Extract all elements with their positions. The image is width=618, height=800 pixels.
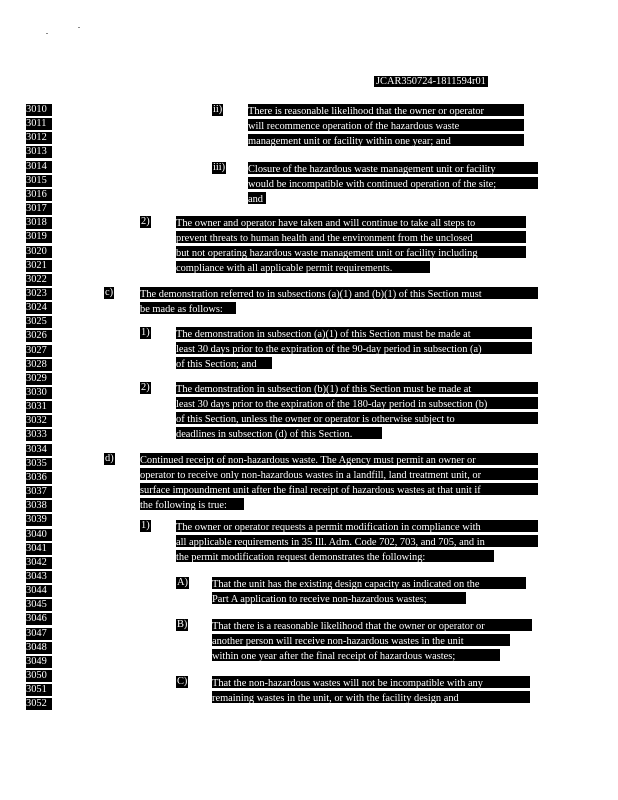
para-label: iii) [213, 162, 226, 173]
line-number: 3030 [26, 387, 52, 399]
paragraph-line: That there is a reasonable likelihood that the owner or operator or [212, 619, 532, 631]
paragraph-line: surface impoundment unit after the final receipt of hazardous wastes at that unit if [140, 483, 538, 495]
paragraph-c [140, 287, 538, 317]
paragraph-line: The owner or operator requests a permit modification in compliance with [176, 520, 538, 532]
paragraph-line: compliance with all applicable permit requirements. [176, 261, 430, 273]
line-number: 3049 [26, 656, 52, 668]
paragraph-iii [248, 162, 538, 207]
line-number: 3047 [26, 628, 52, 640]
line-number: 3029 [26, 373, 52, 385]
line-number: 3042 [26, 557, 52, 569]
line-number: 3016 [26, 189, 52, 201]
paragraph-line: deadlines in subsection (d) of this Section. [176, 427, 382, 439]
para-label: ii) [213, 104, 223, 115]
line-number: 3019 [26, 231, 52, 243]
paragraph-line: least 30 days prior to the expiration of the 90-day period in subsection (a) [176, 342, 532, 354]
line-number: 3046 [26, 613, 52, 625]
paragraph-line: be made as follows: [140, 302, 236, 314]
line-number: 3036 [26, 472, 52, 484]
paragraph-line: That the non-hazardous wastes will not be incompatible with any [212, 676, 530, 688]
line-number: 3012 [26, 132, 52, 144]
para-label: 1) [141, 520, 150, 531]
line-number: 3041 [26, 543, 52, 555]
paragraph-line: management unit or facility within one year; and [248, 134, 524, 146]
paragraph-line: The demonstration referred to in subsections (a)(1) and (b)(1) of this Section must [140, 287, 538, 299]
paragraph-line: remaining wastes in the unit, or with the facility design and [212, 691, 530, 703]
document-id: JCAR350724-1811594r01 [376, 76, 486, 87]
line-number: 3033 [26, 429, 52, 441]
paragraph-line: will recommence operation of the hazardous waste [248, 119, 524, 131]
line-number: 3040 [26, 529, 52, 541]
scan-speck [78, 27, 80, 28]
line-number: 3035 [26, 458, 52, 470]
line-number: 3052 [26, 698, 52, 710]
paragraph-line: Part A application to receive non-hazardous wastes; [212, 592, 466, 604]
paragraph-c-2 [176, 382, 538, 442]
line-number: 3038 [26, 500, 52, 512]
line-number: 3020 [26, 246, 52, 258]
paragraph-line: another person will receive non-hazardous wastes in the unit [212, 634, 510, 646]
line-number: 3010 [26, 104, 52, 116]
paragraph-2-steps [176, 216, 526, 276]
paragraph-d-1-C [212, 676, 530, 706]
para-label: A) [177, 577, 188, 588]
line-number: 3048 [26, 642, 52, 654]
paragraph-line: the permit modification request demonstrates the following: [176, 550, 494, 562]
paragraph-line: but not operating hazardous waste management unit or facility including [176, 246, 526, 258]
line-number: 3026 [26, 330, 52, 342]
paragraph-line: That the unit has the existing design capacity as indicated on the [212, 577, 526, 589]
paragraph-line: within one year after the final receipt of hazardous wastes; [212, 649, 500, 661]
para-label: 2) [141, 216, 150, 227]
line-number: 3027 [26, 345, 52, 357]
paragraph-line: The demonstration in subsection (a)(1) of this Section must be made at [176, 327, 532, 339]
paragraph-ii [248, 104, 524, 149]
paragraph-line: of this Section; and [176, 357, 272, 369]
line-number: 3011 [26, 118, 52, 130]
line-number: 3051 [26, 684, 52, 696]
scan-speck [46, 33, 48, 34]
line-number: 3024 [26, 302, 52, 314]
line-number: 3015 [26, 175, 52, 187]
line-number: 3031 [26, 401, 52, 413]
line-number: 3045 [26, 599, 52, 611]
paragraph-d [140, 453, 538, 513]
line-number: 3021 [26, 260, 52, 272]
paragraph-line: least 30 days prior to the expiration of the 180-day period in subsection (b) [176, 397, 538, 409]
line-number: 3014 [26, 161, 52, 173]
paragraph-line: all applicable requirements in 35 Ill. Adm. Code 702, 703, and 705, and in [176, 535, 538, 547]
paragraph-line: of this Section, unless the owner or operator is otherwise subject to [176, 412, 538, 424]
line-number: 3032 [26, 415, 52, 427]
paragraph-line: prevent threats to human health and the environment from the unclosed [176, 231, 526, 243]
paragraph-line: The owner and operator have taken and will continue to take all steps to [176, 216, 526, 228]
line-number: 3037 [26, 486, 52, 498]
para-label: C) [177, 676, 188, 687]
line-number: 3039 [26, 514, 52, 526]
paragraph-d-1-A [212, 577, 526, 607]
line-number: 3018 [26, 217, 52, 229]
line-number: 3043 [26, 571, 52, 583]
line-number: 3025 [26, 316, 52, 328]
line-number: 3044 [26, 585, 52, 597]
line-number: 3022 [26, 274, 52, 286]
para-label: B) [177, 619, 188, 630]
paragraph-c-1 [176, 327, 532, 372]
paragraph-line: The demonstration in subsection (b)(1) of this Section must be made at [176, 382, 538, 394]
paragraph-line: Closure of the hazardous waste management unit or facility [248, 162, 538, 174]
line-number: 3023 [26, 288, 52, 300]
line-number: 3013 [26, 146, 52, 158]
paragraph-d-1-B [212, 619, 532, 664]
paragraph-d-1 [176, 520, 538, 565]
paragraph-line: would be incompatible with continued operation of the site; [248, 177, 538, 189]
para-label: 1) [141, 327, 150, 338]
line-number: 3028 [26, 359, 52, 371]
paragraph-line: and [248, 192, 266, 204]
line-number: 3034 [26, 444, 52, 456]
para-label: c) [105, 287, 114, 298]
line-number: 3017 [26, 203, 52, 215]
para-label: 2) [141, 382, 150, 393]
paragraph-line: There is reasonable likelihood that the owner or operator [248, 104, 524, 116]
paragraph-line: Continued receipt of non-hazardous waste. The Agency must permit an owner or [140, 453, 538, 465]
line-number: 3050 [26, 670, 52, 682]
document-id-header [374, 76, 504, 88]
paragraph-line: operator to receive only non-hazardous wastes in a landfill, land treatment unit, or [140, 468, 538, 480]
paragraph-line: the following is true: [140, 498, 244, 510]
para-label: d) [105, 453, 114, 464]
